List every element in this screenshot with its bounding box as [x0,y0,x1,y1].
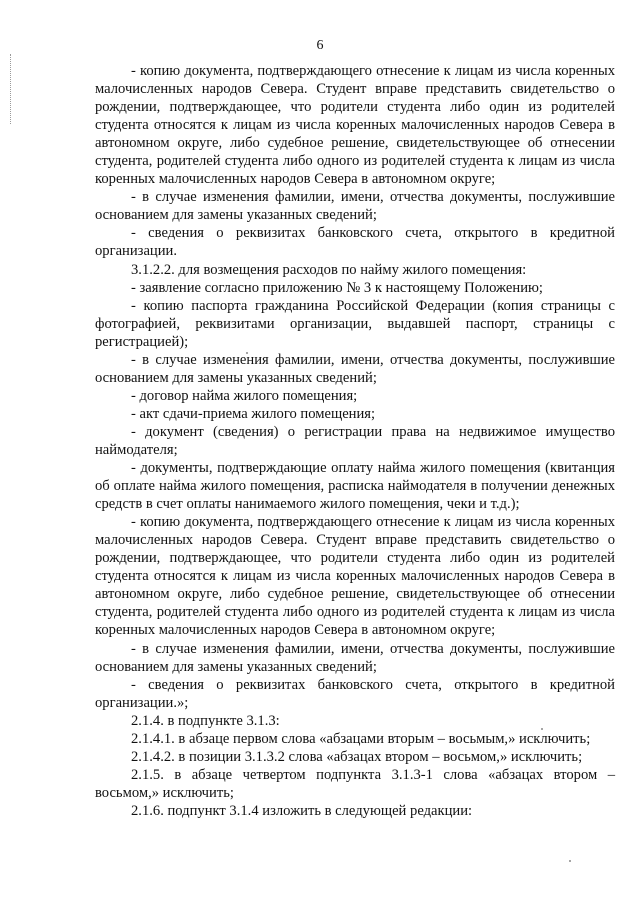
paragraph-11: - документы, подтверждающие оплату найма жилого помещения (квитанция об оплате найма жилого помещения, расписка наймодателя в получении денежных средств в счет оплаты нанимаемого жилого помещения, чеки и т.д.); [95,460,615,513]
paragraph-10: - документ (сведения) о регистрации права на недвижимое имущество наймодателя; [95,423,615,458]
paragraph-4: 3.1.2.2. для возмещения расходов по найму жилого помещения: [131,261,527,278]
paragraph-8: - договор найма жилого помещения; [131,387,358,404]
paragraph-16: 2.1.4.1. в абзаце первом слова «абзацами вторым – восьмым,» исключить; [131,730,591,747]
paragraph-6: - копию паспорта гражданина Российской Федерации (копия страницы с фотографией, реквизитами организации, выдавшей паспорт, страницы с регистрацией); [95,297,615,350]
paragraph-2: - в случае изменения фамилии, имени, отчества документы, послужившие основанием для замены указанных сведений; [95,189,615,224]
scan-speck [569,860,571,862]
paragraph-13: - в случае изменения фамилии, имени, отчества документы, послужившие основанием для замены указанных сведений; [95,640,615,675]
scan-edge-mark [10,54,13,124]
paragraph-15: 2.1.4. в подпункте 3.1.3: [131,712,280,729]
paragraph-9: - акт сдачи-приема жилого помещения; [131,405,376,422]
document-body [95,62,615,820]
paragraph-17: 2.1.4.2. в позиции 3.1.3.2 слова «абзацах втором – восьмом,» исключить; [131,748,583,765]
paragraph-5: - заявление согласно приложению № 3 к настоящему Положению; [131,279,543,296]
paragraph-12: - копию документа, подтверждающего отнесение к лицам из числа коренных малочисленных народов Севера. Студент вправе представить свидетельство о рождении, подтверждающее, что родители студента либо один из родителей студента относятся к лицам из числа коренных малочисленных народов Севера в автономном округе, либо судебное решение, свидетельствующее об отнесении студента, родителей студента либо одного из родителей студента к лицам из числа коренных малочисленных народов Севера в автономном округе; [95,514,615,639]
paragraph-7: - в случае изменения фамилии, имени, отчества документы, послужившие основанием для замены указанных сведений; [95,351,615,386]
paragraph-19: 2.1.6. подпункт 3.1.4 изложить в следующей редакции: [131,802,473,819]
paragraph-3: - сведения о реквизитах банковского счета, открытого в кредитной организации. [95,225,615,260]
page-number: 6 [316,38,324,53]
paragraph-14: - сведения о реквизитах банковского счета, открытого в кредитной организации.»; [95,676,615,711]
paragraph-18: 2.1.5. в абзаце четвертом подпункта 3.1.3-1 слова «абзацах втором – восьмом,» исключить; [95,766,615,801]
paragraph-1: - копию документа, подтверждающего отнесение к лицам из числа коренных малочисленных народов Севера. Студент вправе представить свидетельство о рождении, подтверждающее, что родители студента либо один из родителей студента относятся к лицам из числа коренных малочисленных народов Севера в автономном округе, либо судебное решение, свидетельствующее об отнесении студента, родителей студента либо одного из родителей студента к лицам из числа коренных малочисленных народов Севера в автономном округе; [95,63,615,188]
